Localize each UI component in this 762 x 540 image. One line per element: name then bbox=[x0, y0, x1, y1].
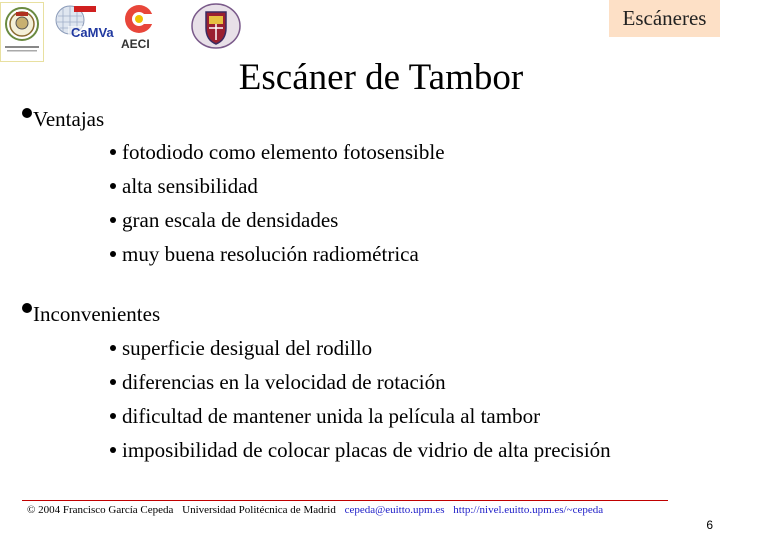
list-item bbox=[110, 207, 445, 241]
list-item-text: diferencias en la velocidad de rotación bbox=[122, 370, 446, 394]
bullet-icon bbox=[110, 345, 116, 351]
list-item-text: alta sensibilidad bbox=[122, 174, 258, 198]
footer bbox=[27, 503, 609, 517]
section-heading-ventajas bbox=[22, 106, 104, 132]
footer-email-link[interactable]: cepeda@euitto.upm.es bbox=[344, 504, 445, 516]
footer-copyright: © 2004 Francisco García Cepeda bbox=[27, 504, 174, 516]
svg-text:AECI: AECI bbox=[121, 37, 150, 51]
bullet-icon bbox=[110, 251, 116, 257]
bullet-icon bbox=[22, 303, 32, 313]
section-heading-inconvenientes bbox=[22, 301, 160, 327]
section-tag: Escáneres bbox=[609, 0, 720, 37]
inconvenientes-list bbox=[110, 335, 611, 471]
bullet-icon bbox=[22, 108, 32, 118]
list-item-text: fotodiodo como elemento fotosensible bbox=[122, 140, 445, 164]
list-item bbox=[110, 369, 611, 403]
list-item-text: dificultad de mantener unida la película al tambor bbox=[122, 404, 541, 428]
bullet-icon bbox=[110, 413, 116, 419]
slide-title: Escáner de Tambor bbox=[238, 57, 524, 98]
list-item bbox=[110, 241, 445, 275]
ventajas-list bbox=[110, 139, 445, 275]
bullet-icon bbox=[110, 217, 116, 223]
list-item-text: gran escala de densidades bbox=[122, 208, 339, 232]
heading-label: Inconvenientes bbox=[33, 302, 161, 326]
list-item bbox=[110, 403, 611, 437]
heading-label: Ventajas bbox=[33, 107, 105, 131]
footer-divider bbox=[22, 500, 668, 501]
crest-shield-icon bbox=[190, 2, 242, 50]
bullet-icon bbox=[110, 379, 116, 385]
list-item-text: muy buena resolución radiométrica bbox=[122, 242, 419, 266]
list-item bbox=[110, 139, 445, 173]
bullet-icon bbox=[110, 183, 116, 189]
university-seal-icon bbox=[0, 2, 44, 62]
footer-institution: Universidad Politécnica de Madrid bbox=[182, 504, 336, 516]
svg-text:CaMVa: CaMVa bbox=[71, 25, 114, 40]
list-item bbox=[110, 437, 611, 471]
bullet-icon bbox=[110, 447, 116, 453]
list-item bbox=[110, 173, 445, 207]
page-number: 6 bbox=[706, 518, 713, 532]
footer-url-link[interactable]: http://nivel.euitto.upm.es/~cepeda bbox=[453, 504, 604, 516]
list-item bbox=[110, 335, 611, 369]
camva-logo-icon bbox=[52, 2, 114, 50]
list-item-text: imposibilidad de colocar placas de vidrio de alta precisión bbox=[122, 438, 611, 462]
list-item-text: superficie desigual del rodillo bbox=[122, 336, 373, 360]
aeci-logo-icon bbox=[118, 2, 162, 52]
bullet-icon bbox=[110, 149, 116, 155]
